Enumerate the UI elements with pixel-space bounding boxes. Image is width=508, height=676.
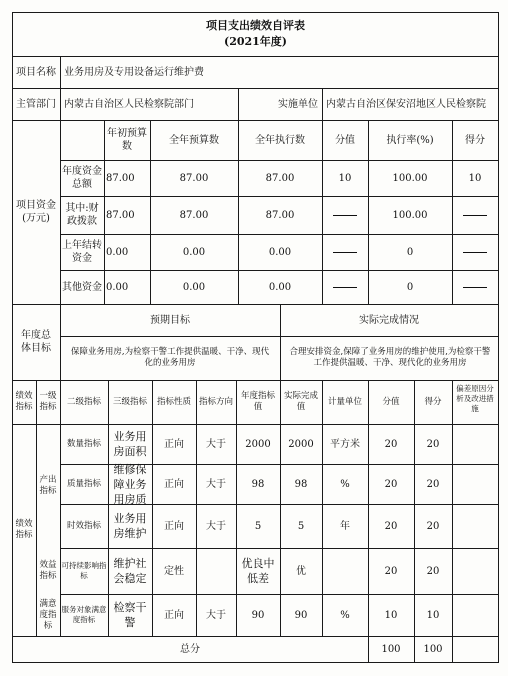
perf-row-level2: 质量指标 xyxy=(66,478,101,489)
funds-header-rate: 执行率(%) xyxy=(386,134,434,146)
funds-section-label: 项目资金 (万元) xyxy=(16,200,56,224)
funds-row-rate: 100.00 xyxy=(392,209,428,221)
perf-header-deviation: 偏差原因分析及改进措施 xyxy=(456,384,494,413)
funds-row-score-value-dash xyxy=(322,234,368,270)
perf-row-direction: 大于 xyxy=(206,438,226,450)
perf-row-level3: 业务用房维护 xyxy=(113,512,147,540)
funds-row-executed: 87.00 xyxy=(265,172,295,184)
perf-row-nature: 正向 xyxy=(164,609,184,621)
project-name-value: 业务用房及专用设备运行维护费 xyxy=(64,66,204,78)
perf-row-level2: 时效指标 xyxy=(66,520,101,531)
perf-header-level2: 二级指标 xyxy=(66,396,101,407)
funds-row-score-dash xyxy=(452,270,498,304)
funds-row-executed: 0.00 xyxy=(268,281,292,293)
perf-header-score-value: 分值 xyxy=(382,396,400,407)
funds-row-executed: 87.00 xyxy=(265,209,295,221)
goals-expected-text: 保障业务用房,为检察干警工作提供温暖、干净、现代化的业务用房 xyxy=(70,347,270,368)
perf-row-nature: 正向 xyxy=(164,478,184,490)
perf-header-target: 年度指标值 xyxy=(240,391,275,412)
funds-row-initial: 0.00 xyxy=(106,246,129,258)
perf-row-score-value: 20 xyxy=(384,520,398,532)
funds-header-executed: 全年执行数 xyxy=(255,134,305,146)
perf-row-score-value: 10 xyxy=(384,609,398,621)
funds-row-budget: 0.00 xyxy=(182,246,206,258)
perf-row-unit xyxy=(322,548,368,594)
perf-row-actual: 优 xyxy=(296,565,306,577)
perf-row-actual: 98 xyxy=(294,478,308,490)
perf-row-direction: 大于 xyxy=(206,478,226,490)
perf-row-target: 2000 xyxy=(245,438,271,450)
perf-header-indicator: 绩效指标 xyxy=(15,391,33,412)
perf-row-level2: 可持续影响指标 xyxy=(61,561,107,580)
perf-row-target: 5 xyxy=(254,520,262,532)
perf-row-direction: 大于 xyxy=(206,609,226,621)
perf-row-score: 10 xyxy=(426,609,440,621)
funds-row-initial: 87.00 xyxy=(106,209,135,221)
page-title: 项目支出绩效自评表 xyxy=(206,18,305,32)
goals-expected-header: 预期目标 xyxy=(150,314,190,326)
dept-label: 主管部门 xyxy=(16,98,56,110)
perf-row-level3: 检察干警 xyxy=(113,601,147,629)
perf-header-level1: 一级指标 xyxy=(39,391,57,412)
perf-header-unit: 计量单位 xyxy=(327,396,362,407)
perf-level1-output: 产出指标 xyxy=(39,475,57,496)
funds-row-name: 年度资金总额 xyxy=(62,166,102,190)
goals-actual-text: 合理安排资金,保障了业务用房的维护使用,为检察干警工作提供温暖、干净、现代化的业务用房 xyxy=(289,347,491,368)
funds-header-score: 得分 xyxy=(465,134,485,146)
perf-row-unit: % xyxy=(340,609,350,621)
goals-actual-header: 实际完成情况 xyxy=(359,314,419,326)
perf-row-actual: 5 xyxy=(297,520,305,532)
funds-header-score-value: 分值 xyxy=(335,134,355,146)
perf-row-target: 98 xyxy=(251,478,265,490)
funds-row-rate: 0 xyxy=(406,281,414,293)
perf-row-score: 20 xyxy=(426,438,440,450)
funds-row-score-value: 10 xyxy=(338,172,352,184)
perf-row-score: 20 xyxy=(426,520,440,532)
perf-row-score-value: 20 xyxy=(384,438,398,450)
funds-row-initial: 87.00 xyxy=(106,172,135,184)
funds-row-name: 上年结转资金 xyxy=(62,240,102,264)
perf-row-level2: 服务对象满意度指标 xyxy=(61,605,107,624)
perf-row-score-value: 20 xyxy=(384,565,398,577)
perf-row-score-value: 20 xyxy=(384,478,398,490)
perf-level1-benefit: 效益指标 xyxy=(39,560,57,581)
funds-row-budget: 87.00 xyxy=(179,209,209,221)
perf-row-target: 优良中低差 xyxy=(241,557,275,585)
perf-row-score: 20 xyxy=(426,478,440,490)
funds-row-score-dash xyxy=(452,234,498,270)
perf-header-actual: 实际完成值 xyxy=(283,391,318,412)
goals-section-label: 年度总体目标 xyxy=(21,330,51,354)
page-subtitle-year: (2021年度) xyxy=(223,34,288,48)
funds-row-score-dash xyxy=(452,196,498,234)
perf-row-score: 20 xyxy=(426,565,440,577)
funds-row-rate: 100.00 xyxy=(392,172,428,184)
funds-row-score-value-dash xyxy=(322,270,368,304)
perf-row-target: 90 xyxy=(251,609,265,621)
perf-header-direction: 指标方向 xyxy=(198,396,233,407)
total-score: 100 xyxy=(423,643,443,655)
perf-header-nature: 指标性质 xyxy=(156,396,191,407)
perf-header-level3: 三级指标 xyxy=(112,396,147,407)
funds-row-score: 10 xyxy=(468,172,482,184)
perf-row-unit: 平方米 xyxy=(330,438,360,450)
funds-row-budget: 87.00 xyxy=(179,172,209,184)
perf-row-direction: 大于 xyxy=(206,520,226,532)
funds-row-initial: 0.00 xyxy=(106,281,129,293)
perf-row-unit: 年 xyxy=(340,520,350,532)
perf-row-level3: 维护社会稳定 xyxy=(113,557,147,585)
impl-label: 实施单位 xyxy=(278,98,318,110)
funds-row-budget: 0.00 xyxy=(182,281,206,293)
funds-row-name: 其中:财政拨款 xyxy=(65,203,99,227)
perf-section-label: 绩效指标 xyxy=(15,519,33,540)
dept-value: 内蒙古自治区人民检察院部门 xyxy=(64,98,194,110)
total-label: 总分 xyxy=(180,643,200,655)
perf-row-unit: % xyxy=(340,478,350,490)
funds-row-name: 其他资金 xyxy=(62,281,102,293)
impl-value: 内蒙古自治区保安沼地区人民检察院 xyxy=(326,98,486,110)
perf-level1-satisfaction: 满意度指标 xyxy=(39,598,57,631)
perf-row-direction xyxy=(196,548,236,594)
perf-header-score: 得分 xyxy=(424,396,442,407)
perf-row-nature: 正向 xyxy=(164,438,184,450)
perf-row-nature: 正向 xyxy=(164,520,184,532)
perf-row-nature: 定性 xyxy=(164,565,184,577)
perf-row-actual: 2000 xyxy=(288,438,314,450)
total-score-value: 100 xyxy=(381,643,401,655)
funds-header-initial: 年初预算数 xyxy=(107,128,147,152)
perf-row-level2: 数量指标 xyxy=(66,438,101,449)
funds-header-budget: 全年预算数 xyxy=(169,134,219,146)
project-name-label: 项目名称 xyxy=(16,66,56,78)
funds-row-executed: 0.00 xyxy=(268,246,292,258)
perf-row-level3: 维修保障业务用房质 xyxy=(113,462,147,506)
funds-row-score-value-dash xyxy=(322,196,368,234)
funds-row-rate: 0 xyxy=(406,246,414,258)
perf-row-level3: 业务用房面积 xyxy=(113,430,147,458)
perf-row-actual: 90 xyxy=(294,609,308,621)
